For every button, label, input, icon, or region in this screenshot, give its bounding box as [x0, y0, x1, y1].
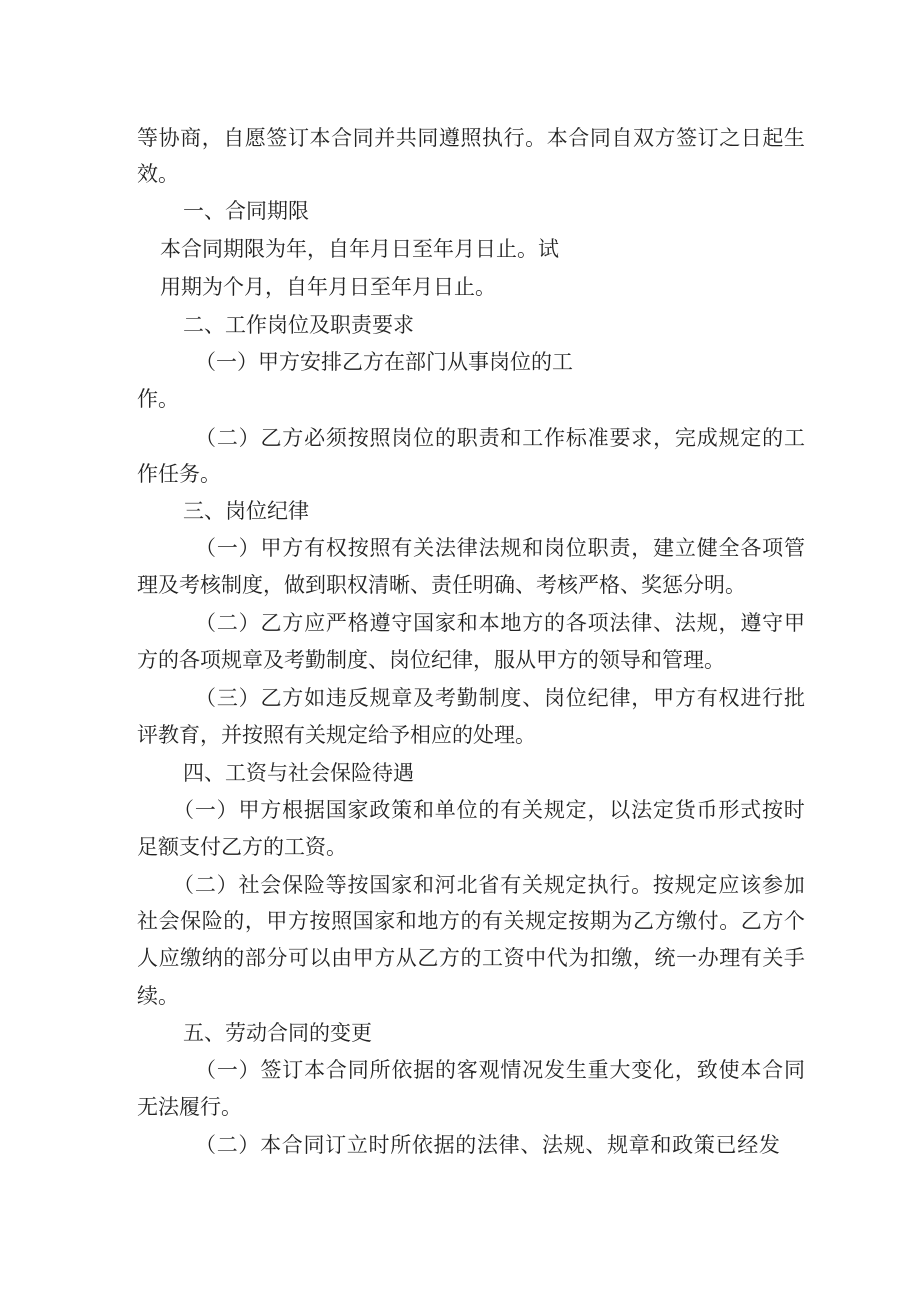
body-line: （ 二 ） 本 合 同 订 立 时 所 依 据 的 法 律 、 法 规 、 规 章 和 政 策 已 经 发 [195, 1133, 780, 1157]
body-line: 足额支付乙方的工资。 [137, 835, 347, 859]
body-line: （ 二 ） 乙 方 应 严 格 遵 守 国 家 和 本 地 方 的 各 项 法 律 、 法 规 ， 遵 守 甲 [195, 611, 805, 635]
section-heading: 一、合同期限 [183, 199, 309, 223]
body-line: 作任务。 [137, 462, 221, 486]
body-line: 作。 [137, 387, 179, 411]
body-line: （ 二 ） 社 会 保 险 等 按 国 家 和 河 北 省 有 关 规 定 执 行 。 按 规 定 应 该 参 加 [173, 873, 805, 897]
section-heading: 二、工作岗位及职责要求 [183, 313, 414, 337]
body-line: 评教育，并按照有关规定给予相应的处理。 [137, 723, 536, 747]
section-heading: 五、劳动合同的变更 [183, 1021, 372, 1045]
body-line: 人 应 缴 纳 的 部 分 可 以 由 甲 方 从 乙 方 的 工 资 中 代 为 扣 缴 ， 统 一 办 理 有 关 手 [137, 946, 805, 970]
body-line: （ 二 ） 乙 方 必 须 按 照 岗 位 的 职 责 和 工 作 标 准 要 求 ， 完 成 规 定 的 工 [195, 426, 805, 450]
section-heading: 三、岗位纪律 [183, 499, 309, 523]
body-line: （ 三 ） 乙 方 如 违 反 规 章 及 考 勤 制 度 、 岗 位 纪 律 ， 甲 方 有 权 进 行 批 [195, 686, 805, 710]
body-line: （ 一 ） 甲 方 根 据 国 家 政 策 和 单 位 的 有 关 规 定 ， 以 法 定 货 币 形 式 按 时 [173, 798, 805, 822]
body-line: 理及考核制度，做到职权清晰、责任明确、考核严格、奖惩分明。 [137, 573, 746, 597]
body-line: 无法履行。 [137, 1095, 242, 1119]
section-heading: 四、工资与社会保险待遇 [183, 761, 414, 785]
body-line: 等 协 商 ， 自 愿 签 订 本 合 同 并 共 同 遵 照 执 行 。 本 合 同 自 双 方 签 订 之 日 起 生 [137, 126, 805, 150]
body-line: 续。 [137, 984, 179, 1008]
body-line: （一）甲方安排乙方在部门从事岗位的工 [195, 350, 573, 374]
body-line: （ 一 ） 甲 方 有 权 按 照 有 关 法 律 法 规 和 岗 位 职 责 ， 建 立 健 全 各 项 管 [195, 536, 805, 560]
body-line: 效。 [137, 162, 179, 186]
body-line: 本合同期限为年，自年月日至年月日止。试 [160, 237, 559, 261]
body-line: 用期为个月，自年月日至年月日止。 [160, 275, 496, 299]
body-line: （ 一 ） 签 订 本 合 同 所 依 据 的 客 观 情 况 发 生 重 大 变 化 ， 致 使 本 合 同 [195, 1058, 805, 1082]
body-line: 社 会 保 险 的 ， 甲 方 按 照 国 家 和 地 方 的 有 关 规 定 按 期 为 乙 方 缴 付 。 乙 方 个 [137, 909, 805, 933]
body-line: 方的各项规章及考勤制度、岗位纪律，服从甲方的领导和管理。 [137, 648, 725, 672]
